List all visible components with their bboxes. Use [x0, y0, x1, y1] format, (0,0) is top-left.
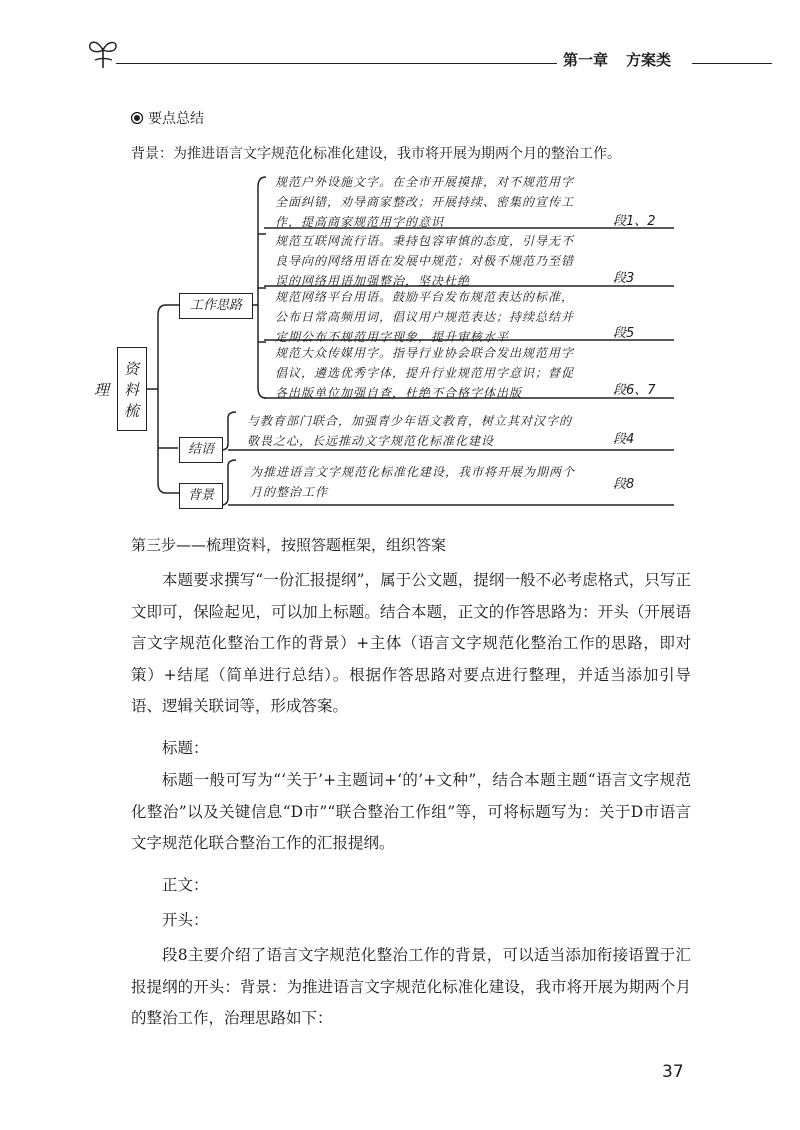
background-item	[250, 462, 575, 502]
label-body: 正文：	[162, 876, 209, 894]
work-item-4-line: 倡议，遴选优秀字体，提升行业规范用字意识；督促	[275, 366, 575, 380]
page-number: 37	[662, 1062, 684, 1082]
background-item-line: 月的整治工作	[250, 485, 329, 499]
work-item-2	[275, 231, 574, 291]
work-item-4-ref: 段6、7	[613, 383, 656, 398]
work-item-4-line: 各出版单位加强自查，杜绝不合格字体出版	[275, 386, 523, 400]
branch-conclusion-node: 结语	[179, 437, 223, 463]
conclusion-item	[247, 411, 572, 451]
work-item-3-line: 定期公布不规范用字现象，提升审核水平	[275, 330, 510, 344]
background-item-ref: 段8	[613, 477, 635, 492]
work-item-3-line: 公布日常高频用词，倡议用户规范表达；持续总结并	[275, 310, 575, 324]
branch-background-node: 背景	[179, 483, 223, 509]
work-item-3	[275, 287, 574, 347]
work-item-1-line: 规范户外设施文字。在全市开展摸排，对不规范用字	[275, 175, 575, 189]
work-item-3-line: 规范网络平台用语。鼓励平台发布规范表达的标准，	[275, 290, 575, 304]
work-item-2-ref: 段3	[613, 271, 635, 286]
work-item-3-ref: 段5	[613, 326, 635, 341]
branch-work-node: 工作思路	[179, 293, 253, 319]
work-item-4-line: 规范大众传媒用字。指导行业协会联合发出规范用字	[275, 346, 575, 360]
mindmap-root-node: 资料梳理	[117, 347, 147, 431]
paragraph-title: 标题一般可写为“‘关于’+主题词+‘的’+文种”，结合本题主题“语言文字规范化整治”以及关键信息“D市”“联合整治工作组”等，可将标题写为：关于D市语言文字规范化联合整治工作的汇报提纲。	[131, 771, 691, 852]
conclusion-item-line: 与教育部门联合，加强青少年语文教育，树立其对汉字的	[247, 414, 573, 428]
work-item-1-ref: 段1、2	[613, 214, 656, 229]
background-item-line: 为推进语言文字规范化标准化建设，我市将开展为期两个	[250, 465, 576, 479]
chapter-number: 第一章	[563, 51, 609, 69]
section-title-text: 要点总结	[148, 111, 204, 127]
work-item-2-line: 误的网络用语加强整治，坚决杜绝	[275, 274, 471, 288]
work-item-1-line: 作，提高商家规范用字的意识	[275, 215, 445, 229]
background-statement: 背景：为推进语言文字规范化标准化建设，我市将开展为期两个月的整治工作。	[131, 146, 621, 162]
paragraph-opening: 段8主要介绍了语言文字规范化整治工作的背景，可以适当添加衔接语置于汇报提纲的开头：背景：为推进语言文字规范化标准化建设，我市将开展为期两个月的整治工作，治理思路如下：	[131, 946, 691, 1027]
chapter-category: 方案类	[626, 51, 672, 69]
work-item-4	[275, 343, 574, 403]
conclusion-item-line: 敬畏之心，长远推动文字规范化标准化建设	[247, 434, 495, 448]
work-item-2-line: 良导向的网络用语在发展中规范；对极不规范乃至错	[275, 254, 575, 268]
label-title: 标题：	[162, 739, 209, 757]
work-item-2-line: 规范互联网流行语。秉持包容审慎的态度，引导无不	[275, 234, 575, 248]
label-opening: 开头：	[162, 911, 209, 929]
work-item-1	[275, 172, 574, 232]
work-item-1-line: 全面纠错，劝导商家整改；开展持续、密集的宣传工	[275, 195, 575, 209]
step-title: 第三步——梳理资料，按照答题框架，组织答案	[131, 536, 447, 554]
conclusion-item-ref: 段4	[613, 432, 635, 447]
paragraph-approach: 本题要求撰写“一份汇报提纲”，属于公文题，提纲一般不必考虑格式，只写正文即可，保险起见，可以加上标题。结合本题，正文的作答思路为：开头（开展语言文字规范化整治工作的背景）+主体（语言文字规范化整治工作的思路，即对策）+结尾（简单进行总结）。根据作答思路对要点进行整理，并适当添加引导语、逻辑关联词等，形成答案。	[131, 571, 691, 715]
